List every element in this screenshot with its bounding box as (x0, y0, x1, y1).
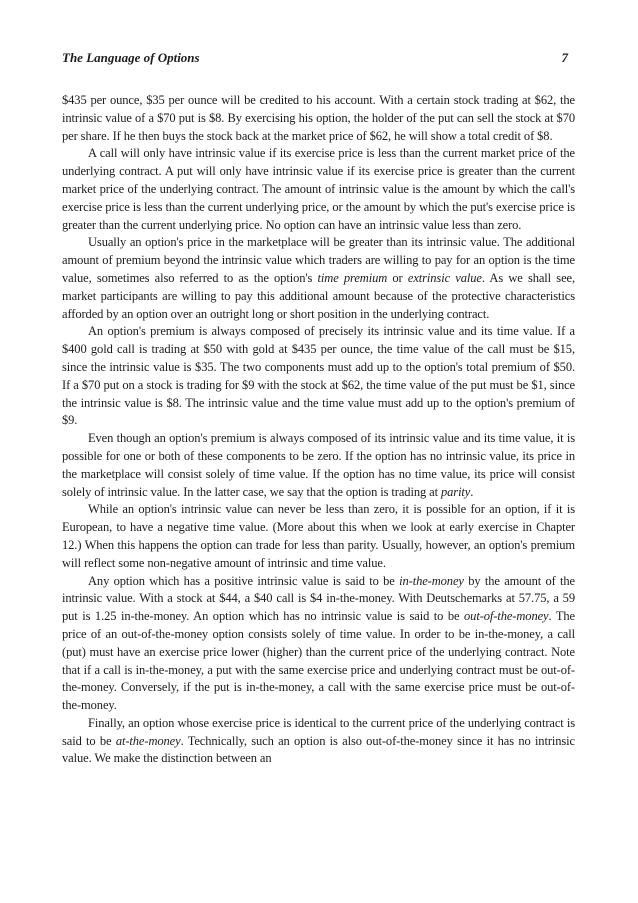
text-run: . The price of an out-of-the-money option consists solely of time value. In order to be in-the-money, a call (put) must have an exercise price lower (higher) than the current price of the underlying contract. Note that if a call is in-the-money, a put with the same exercise price and underlying contract must be out-of-the-money. Conversely, if the put is in-the-money, a call with the same exercise price must be out-of-the-money. (62, 609, 575, 713)
text-run: A call will only have intrinsic value if its exercise price is less than the current market price of the underlying contract. A put will only have intrinsic value if its exercise price is greater than the current market price of the underlying contract. The amount of intrinsic value is the amount by which the call's exercise price is less than the current underlying price, or the amount by which the put's exercise price is greater than the current underlying price. No option can have an intrinsic value less than zero. (62, 146, 575, 232)
body-text (62, 92, 575, 768)
text-run: $435 per ounce, $35 per ounce will be credited to his account. With a certain stock trading at $62, the intrinsic value of a $70 put is $8. By exercising his option, the holder of the put can sell the stock at $70 per share. If he then buys the stock back at the market price of $62, he will show a total credit of $8. (62, 93, 575, 143)
emphasized-term: extrinsic value (407, 270, 482, 285)
text-run: Usually an option's price in the marketplace will be greater than its intrinsic value. The additional amount of premium beyond the intrinsic value which traders are willing to pay for an option is the time value, sometimes also referred to as the option's (62, 235, 575, 285)
emphasized-term: at-the-money (115, 733, 181, 748)
text-run: Finally, an option whose exercise price is identical to the current price of the underlying contract is said to be (62, 715, 575, 748)
page-number: 7 (561, 50, 568, 65)
emphasized-term: in-the-money (399, 573, 464, 588)
paragraph (62, 501, 575, 572)
emphasized-term: parity (441, 484, 471, 499)
text-run: An option's premium is always composed of precisely its intrinsic value and its time value. If a $400 gold call is trading at $50 with gold at $435 per ounce, the time value of the call must be $15, since the intrinsic value is $35. The two components must add up to the option's total premium of $50. If a $70 put on a stock is trading for $9 with the stock at $62, the time value of the put must be $1, since the intrinsic value is $8. The intrinsic value and the time value must add up to the option's premium of $9. (62, 324, 575, 428)
text-run: . Technically, such an option is also out-of-the-money since it has no intrinsic value. We make the distinction between an (62, 733, 576, 766)
paragraph (62, 573, 575, 715)
text-run: . (470, 484, 474, 499)
text-run: by the amount of the intrinsic value. With a stock at $44, a $40 call is $4 in-the-money. With Deutschemarks at 57.75, a 59 put is 1.25 in-the-money. An option which has no intrinsic value is said to be (62, 573, 575, 624)
emphasized-term: out-of-the-money (464, 609, 549, 624)
text-run: Even though an option's premium is always composed of its intrinsic value and its time value, it is possible for one or both of these components to be zero. If the option has no intrinsic value, its price in the marketplace will consist solely of time value. If the option has no time value, its price will consist solely of intrinsic value. In the latter case, we say that the option is trading at (62, 431, 575, 499)
text-run: or (387, 270, 408, 285)
paragraph (62, 145, 575, 234)
paragraph (62, 92, 575, 145)
paragraph (62, 430, 575, 501)
paragraph (62, 234, 575, 323)
running-title: The Language of Options (62, 50, 200, 65)
text-run: While an option's intrinsic value can never be less than zero, it is possible for an option, if it is European, to have a negative time value. (More about this when we look at early exercise in Chapter 12.) When this happens the option can trade for less than parity. Usually, however, an option's premium will reflect some non-negative amount of intrinsic and time value. (62, 502, 575, 570)
paragraph (62, 715, 575, 768)
running-header (62, 50, 568, 66)
emphasized-term: time premium (317, 270, 388, 285)
text-run: Any option which has a positive intrinsic value is said to be (88, 573, 400, 588)
text-run: . As we shall see, market participants are willing to pay this additional amount because of the protective characteristics afforded by an option over an outright long or short position in the underlying contract. (62, 270, 575, 321)
paragraph (62, 323, 575, 430)
